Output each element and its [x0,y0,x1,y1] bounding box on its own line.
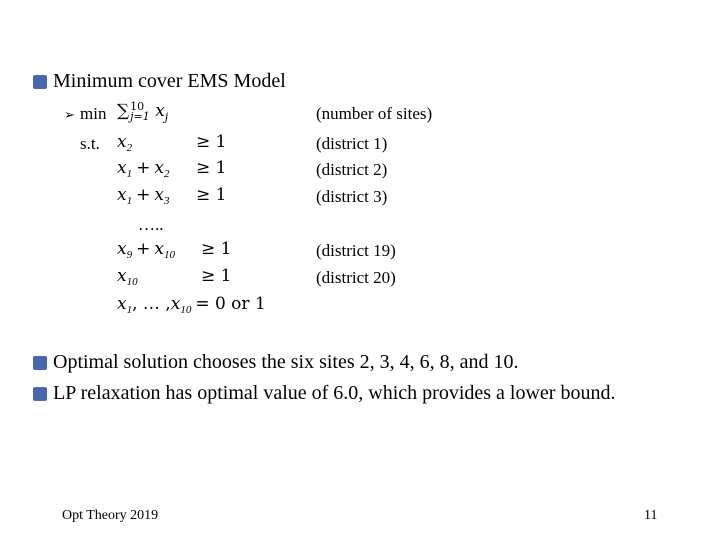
bullet-text: Optimal solution chooses the six sites 2, 3, 4, 6, 8, and 10. [53,351,519,373]
constraint-relation: ≥ 1 [196,132,227,152]
bullet-text: LP relaxation has optimal value of 6.0, which provides a lower bound. [53,382,616,404]
objective-var-sub: j [164,110,169,124]
constraint-row: $x_9 + x_{10}$ [117,239,175,262]
constraint-relation: ≥ 1 [196,185,227,205]
constraint-note: (district 3) [316,187,388,206]
arrow-bullet-icon: ➢ [64,108,75,123]
domain-rhs: = 0 or 1 [195,294,266,314]
constraint-relation: ≥ 1 [201,239,232,259]
constraint-note: (district 20) [316,268,396,287]
slide-title: Minimum cover EMS Model [53,70,286,92]
objective-expression [117,101,168,123]
footer-course-label: Opt Theory 2019 [62,508,159,523]
constraint-relation: ≥ 1 [196,158,227,178]
bullet-square-icon [33,75,47,89]
constraint-row: $x_2$ [117,132,133,155]
sum-symbol: ∑ [117,101,130,121]
constraints-ellipsis: ….. [138,215,164,234]
objective-note: (number of sites) [316,104,433,123]
constraint-row: $x_1 + x_3$ [117,185,170,208]
bullet-square-icon [33,356,47,370]
variable-domain: $x_1$, … $,x_{10} = 0$ or 1 [117,294,266,317]
subject-to-label: s.t. [80,134,100,153]
constraint-note: (district 2) [316,160,388,179]
constraint-row: $x_1 + x_2$ [117,158,170,181]
constraint-relation: ≥ 1 [201,266,232,286]
objective-label: min [80,104,107,123]
sum-upper: 10 [130,99,145,113]
constraint-row: $x_{10}$ [117,266,138,289]
bullet-square-icon [33,387,47,401]
constraint-note: (district 1) [316,134,388,153]
page-number: 11 [644,508,658,523]
sum-lower: j=1 [130,109,150,123]
objective-var: x [155,101,165,121]
constraint-note: (district 19) [316,241,396,260]
